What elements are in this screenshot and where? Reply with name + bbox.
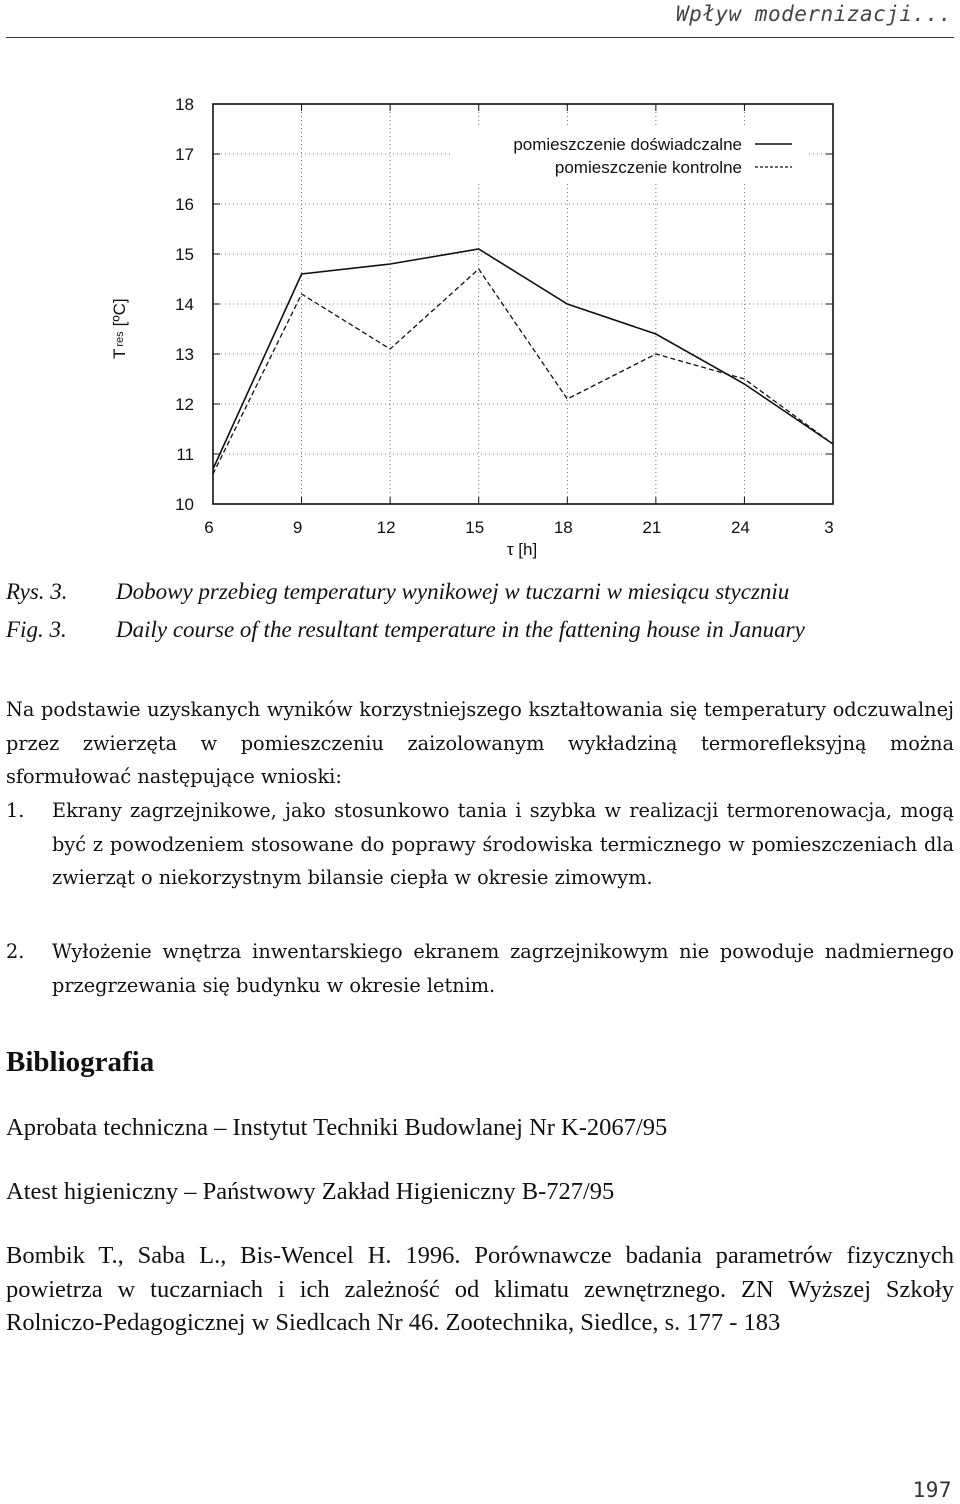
bibliography-entry: Atest higieniczny – Państwowy Zakład Higieniczny B-727/95 <box>6 1178 615 1205</box>
chart-legend <box>450 128 806 184</box>
y-tick-label: 10 <box>175 495 194 514</box>
caption-text-en: Daily course of the resultant temperature in the fattening house in January <box>116 617 805 642</box>
x-tick-label: 15 <box>465 518 485 537</box>
y-tick-label: 15 <box>175 245 194 264</box>
x-tick-label: 3 <box>824 518 834 537</box>
bibliography-entry: Aprobata techniczna – Instytut Techniki Budowlanej Nr K-2067/95 <box>6 1114 668 1141</box>
caption-text-pl: Dobowy przebieg temperatury wynikowej w tuczarni w miesiącu styczniu <box>116 579 790 604</box>
intro-paragraph: Na podstawie uzyskanych wyników korzystniejszego kształtowania się temperatury odczuwalnej przez zwierzęta w pomieszczeniu zaizolowanym wykładziną termorefleksyjną można sformułować następujące wnioski: <box>6 698 954 788</box>
bibliography-entry: Bombik T., Saba L., Bis-Wencel H. 1996. Porównawcze badania parametrów fizycznych powietrza w tuczarniach i ich zależność od klimatu zewnętrznego. ZN Wyższej Szkoły Rolniczo-Pedagogicznej w Siedlcach Nr 46. Zootechnika, Siedlce, s. 177 - 183 <box>6 1242 954 1337</box>
conclusion-text: Wyłożenie wnętrza inwentarskiego ekranem zagrzejnikowym nie powoduje nadmiernego przegrzewania się budynku w okresie letnim. <box>52 940 954 997</box>
x-tick-label: 9 <box>292 518 303 537</box>
y-axis-label: Tres[ºC] <box>110 298 129 359</box>
x-tick-label: 12 <box>376 518 396 537</box>
x-axis-label: τ [h] <box>506 540 538 559</box>
chart-series <box>213 249 833 474</box>
y-tick-label: 11 <box>176 445 194 464</box>
x-tick-label: 6 <box>204 518 214 537</box>
y-tick-label: 13 <box>175 345 194 364</box>
conclusion-number: 1. <box>6 799 25 822</box>
temperature-chart <box>0 80 960 580</box>
y-tick-label: 14 <box>175 295 194 314</box>
legend-label-control: pomieszczenie kontrolne <box>554 158 742 177</box>
legend-label-experimental: pomieszczenie doświadczalne <box>513 135 742 154</box>
series-line-experimental <box>213 249 833 469</box>
conclusion-text: Ekrany zagrzejnikowe, jako stosunkowo tania i szybka w realizacji termorenowacja, mogą być z powodzeniem stosowane do poprawy środowiska termicznego w pomieszczeniach dla zwierząt o niekorzystnym bilansie ciepła w okresie zimowym. <box>52 799 954 889</box>
caption-label-pl: Rys. 3. <box>6 579 68 604</box>
x-tick-label: 24 <box>730 518 750 537</box>
y-tick-label: 18 <box>175 95 194 114</box>
series-line-control <box>213 269 833 474</box>
conclusion-item <box>6 935 954 1002</box>
conclusion-item <box>6 794 954 895</box>
header-divider <box>6 37 954 38</box>
conclusion-number: 2. <box>6 940 25 963</box>
page-number: 197 <box>912 1478 952 1502</box>
running-header: Wpływ modernizacji... <box>675 2 952 26</box>
x-tick-label: 18 <box>553 518 573 537</box>
caption-label-en: Fig. 3. <box>6 617 67 642</box>
bibliography-heading: Bibliografia <box>6 1046 155 1078</box>
y-tick-label: 17 <box>175 145 194 164</box>
y-tick-label: 12 <box>175 395 194 414</box>
y-tick-label: 16 <box>175 195 194 214</box>
x-tick-label: 21 <box>642 518 662 537</box>
